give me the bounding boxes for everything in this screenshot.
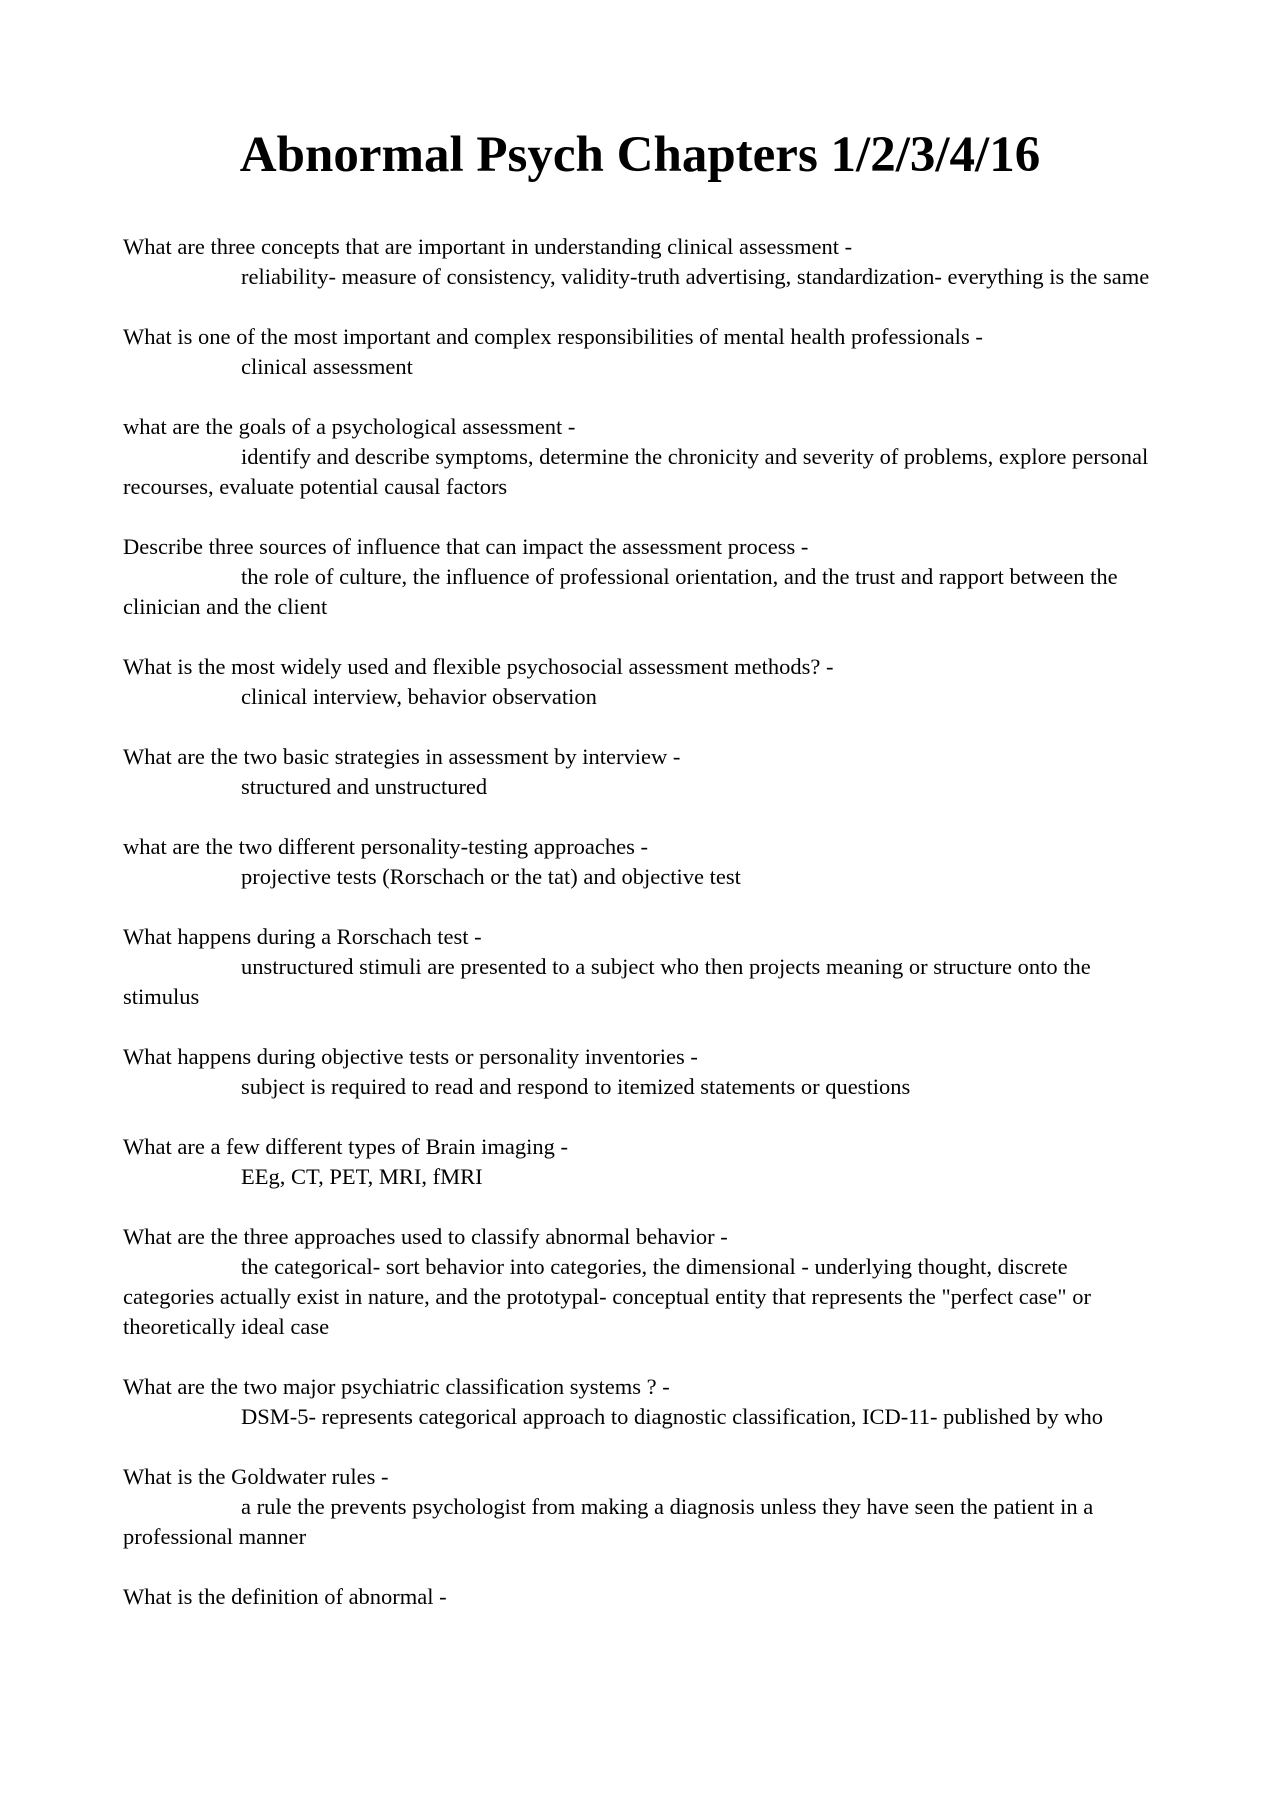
qa-item bbox=[123, 1372, 1163, 1432]
qa-item bbox=[123, 532, 1163, 622]
question-text: What is the most widely used and flexible psychosocial assessment methods? - bbox=[123, 654, 834, 679]
qa-item bbox=[123, 652, 1163, 712]
answer-text: reliability- measure of consistency, validity-truth advertising, standardization- everything is the same bbox=[241, 264, 1150, 289]
question-text: What is the Goldwater rules - bbox=[123, 1464, 389, 1489]
answer-text: the categorical- sort behavior into categories, the dimensional - underlying thought, discrete categories actually exist in nature, and the prototypal- conceptual entity that represents the "perfect case" or theoretically ideal case bbox=[123, 1254, 1091, 1339]
qa-item bbox=[123, 922, 1163, 1012]
question-text: what are the two different personality-testing approaches - bbox=[123, 834, 649, 859]
question-text: what are the goals of a psychological assessment - bbox=[123, 414, 576, 439]
answer-text: EEg, CT, PET, MRI, fMRI bbox=[241, 1164, 483, 1189]
answer-text: subject is required to read and respond to itemized statements or questions bbox=[241, 1074, 911, 1099]
question-text: What are three concepts that are important in understanding clinical assessment - bbox=[123, 234, 853, 259]
answer-text: DSM-5- represents categorical approach to diagnostic classification, ICD-11- published by who bbox=[241, 1404, 1104, 1429]
question-text: Describe three sources of influence that can impact the assessment process - bbox=[123, 534, 809, 559]
qa-item bbox=[123, 232, 1163, 292]
qa-item bbox=[123, 1582, 1163, 1612]
qa-item bbox=[123, 1462, 1163, 1552]
page-title: Abnormal Psych Chapters 1/2/3/4/16 bbox=[239, 127, 1041, 183]
question-text: What is one of the most important and complex responsibilities of mental health professionals - bbox=[123, 324, 983, 349]
qa-item bbox=[123, 742, 1163, 802]
qa-item bbox=[123, 1042, 1163, 1102]
question-text: What happens during objective tests or personality inventories - bbox=[123, 1044, 698, 1069]
answer-text: a rule the prevents psychologist from making a diagnosis unless they have seen the patient in a professional manner bbox=[123, 1494, 1094, 1549]
answer-text: the role of culture, the influence of professional orientation, and the trust and rapport between the clinician and the client bbox=[123, 564, 1118, 619]
answer-text: clinical assessment bbox=[241, 354, 413, 379]
answer-text: identify and describe symptoms, determine the chronicity and severity of problems, explore personal recourses, evaluate potential causal factors bbox=[123, 444, 1149, 499]
answer-text: unstructured stimuli are presented to a subject who then projects meaning or structure onto the stimulus bbox=[123, 954, 1091, 1009]
question-text: What are the three approaches used to classify abnormal behavior - bbox=[123, 1224, 728, 1249]
answer-text: projective tests (Rorschach or the tat) and objective test bbox=[241, 864, 741, 889]
qa-item bbox=[123, 1132, 1163, 1192]
question-text: What happens during a Rorschach test - bbox=[123, 924, 482, 949]
qa-item bbox=[123, 412, 1163, 502]
qa-item bbox=[123, 832, 1163, 892]
question-text: What is the definition of abnormal - bbox=[123, 1584, 447, 1609]
qa-list bbox=[123, 232, 1163, 1642]
question-text: What are the two basic strategies in assessment by interview - bbox=[123, 744, 681, 769]
qa-item bbox=[123, 322, 1163, 382]
answer-text: structured and unstructured bbox=[241, 774, 488, 799]
question-text: What are the two major psychiatric classification systems ? - bbox=[123, 1374, 670, 1399]
answer-text: clinical interview, behavior observation bbox=[241, 684, 597, 709]
question-text: What are a few different types of Brain imaging - bbox=[123, 1134, 569, 1159]
qa-item bbox=[123, 1222, 1163, 1342]
